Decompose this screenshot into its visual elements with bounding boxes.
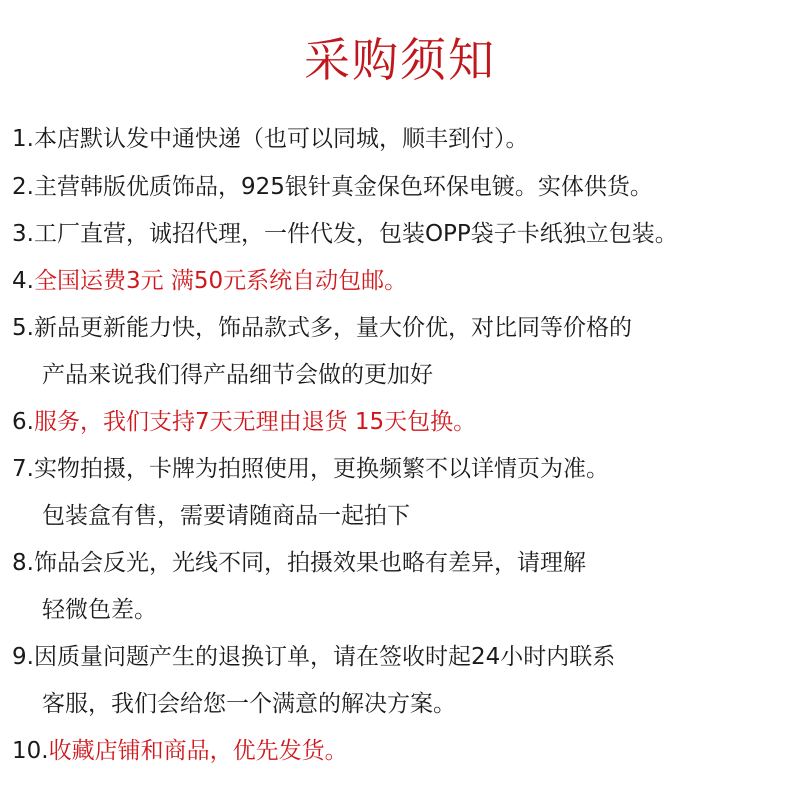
item-text: 客服，我们会给您一个满意的解决方案。: [42, 691, 456, 717]
list-item-10: [12, 736, 348, 766]
item-number: 5.: [12, 315, 34, 341]
item-number: 1.: [12, 126, 34, 152]
list-item-5: [12, 313, 632, 343]
item-number: 6.: [12, 409, 34, 435]
item-number: 9.: [12, 644, 34, 670]
item-text: 本店默认发中通快递（也可以同城，顺丰到付）。: [33, 126, 529, 152]
item-number: 4.: [12, 268, 34, 294]
item-text: 工厂直营，诚招代理，一件代发，包装OPP袋子卡纸独立包装。: [33, 221, 678, 247]
item-number: 8.: [12, 550, 34, 576]
item-number: 2.: [12, 174, 34, 200]
list-item-7-continuation: [42, 501, 410, 531]
item-text: 饰品会反光，光线不同，拍摄效果也略有差异，请理解: [33, 550, 586, 576]
list-item-5-continuation: [42, 360, 433, 390]
item-text: 收藏店铺和商品，优先发货。: [48, 738, 348, 764]
list-item-4: [12, 266, 407, 296]
list-item-2: [12, 172, 653, 202]
list-item-7: [12, 454, 609, 484]
item-text: 全国运费3元 满50元系统自动包邮。: [33, 268, 408, 294]
item-number: 10.: [12, 738, 49, 764]
page-title: 采购须知: [304, 33, 496, 87]
item-text: 实物拍摄，卡牌为拍照使用，更换频繁不以详情页为准。: [33, 456, 609, 482]
item-text: 新品更新能力快，饰品款式多，量大价优，对比同等价格的: [33, 315, 632, 341]
item-text: 轻微色差。: [42, 597, 157, 623]
list-item-3: [12, 219, 678, 249]
item-number: 7.: [12, 456, 34, 482]
list-item-9: [12, 642, 615, 672]
list-item-9-continuation: [42, 689, 456, 719]
item-text: 因质量问题产生的退换订单，请在签收时起24小时内联系: [33, 644, 616, 670]
item-text: 产品来说我们得产品细节会做的更加好: [42, 362, 433, 388]
list-item-8-continuation: [42, 595, 157, 625]
list-item-1: [12, 124, 528, 154]
item-text: 主营韩版优质饰品，925银针真金保色环保电镀。实体供货。: [33, 174, 653, 200]
list-item-6: [12, 407, 476, 437]
item-text: 服务，我们支持7天无理由退货 15天包换。: [33, 409, 477, 435]
item-number: 3.: [12, 221, 34, 247]
item-text: 包装盒有售，需要请随商品一起拍下: [42, 503, 410, 529]
list-item-8: [12, 548, 586, 578]
